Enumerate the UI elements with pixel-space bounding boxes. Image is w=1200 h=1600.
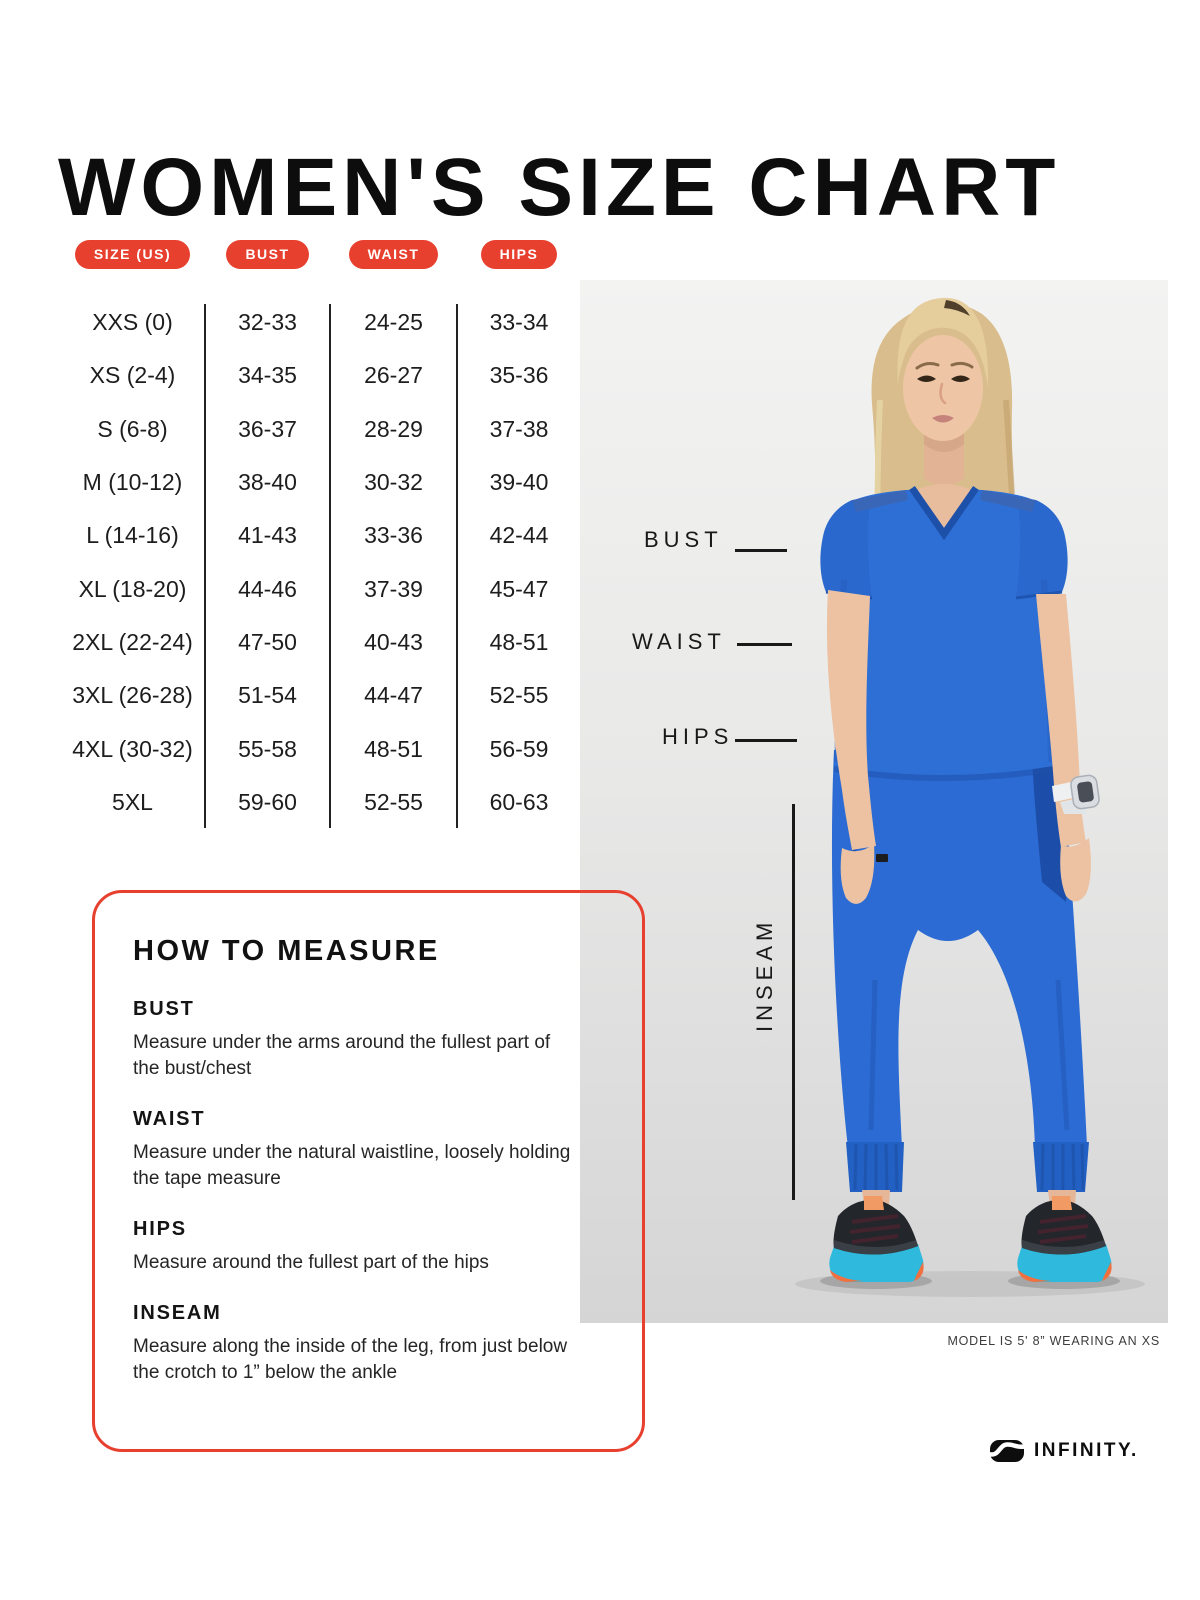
cell-size: XXS (0) <box>92 309 173 336</box>
model-caption: MODEL IS 5' 8” WEARING AN XS <box>947 1334 1160 1348</box>
measure-section-bust-text: Measure under the arms around the fullest part of the bust/chest <box>133 1032 551 1079</box>
cell-size: S (6-8) <box>97 415 168 442</box>
cell-size: L (14-16) <box>86 522 179 549</box>
cell-hips: 35-36 <box>489 362 549 389</box>
size-table <box>60 240 581 829</box>
cell-size: XS (2-4) <box>89 362 176 389</box>
table-row <box>60 456 581 509</box>
column-divider <box>456 304 458 828</box>
cell-waist: 37-39 <box>364 575 423 602</box>
table-row <box>60 722 581 775</box>
cell-size: 2XL (22-24) <box>72 628 193 655</box>
column-divider <box>329 304 331 828</box>
brand-footer <box>990 1440 1139 1462</box>
cell-hips: 37-38 <box>489 415 549 442</box>
how-to-measure-box <box>92 890 645 1452</box>
cell-waist: 26-27 <box>364 362 423 389</box>
measure-section-inseam-label: INSEAM <box>133 1302 222 1324</box>
size-table-header <box>60 240 581 269</box>
figure-bust-line <box>735 549 787 552</box>
cell-size: M (10-12) <box>82 469 183 496</box>
cell-hips: 39-40 <box>489 469 549 496</box>
column-pill-bust: BUST <box>226 240 308 269</box>
cell-waist: 44-47 <box>364 682 423 709</box>
measure-section-hips-label: HIPS <box>133 1218 187 1240</box>
cell-waist: 30-32 <box>364 469 423 496</box>
size-table-body <box>60 296 581 829</box>
cell-waist: 28-29 <box>364 415 423 442</box>
cell-hips: 48-51 <box>489 628 549 655</box>
cell-bust: 38-40 <box>238 469 297 496</box>
cell-waist: 40-43 <box>364 628 423 655</box>
cell-hips: 45-47 <box>489 575 549 602</box>
table-row <box>60 616 581 669</box>
table-row <box>60 776 581 829</box>
table-row <box>60 562 581 615</box>
cell-hips: 52-55 <box>489 682 549 709</box>
cell-bust: 32-33 <box>238 309 297 336</box>
cell-size: 4XL (30-32) <box>72 735 193 762</box>
cell-size: 3XL (26-28) <box>72 682 193 709</box>
cell-waist: 24-25 <box>364 309 423 336</box>
column-divider <box>204 304 206 828</box>
cell-waist: 52-55 <box>364 788 423 815</box>
cell-bust: 59-60 <box>238 788 297 815</box>
column-pill-hips: HIPS <box>481 240 558 269</box>
measure-section-hips-text: Measure around the fullest part of the hips <box>133 1252 489 1273</box>
cell-hips: 42-44 <box>489 522 549 549</box>
cell-bust: 44-46 <box>238 575 297 602</box>
brand-logo-text: INFINITY. <box>1034 1440 1139 1461</box>
table-row <box>60 296 581 349</box>
cell-bust: 36-37 <box>238 415 297 442</box>
figure-bust-label: BUST <box>644 527 723 552</box>
cell-bust: 47-50 <box>238 628 297 655</box>
measure-section-bust-label: BUST <box>133 998 195 1020</box>
table-row <box>60 509 581 562</box>
model-photo <box>580 280 1168 1323</box>
cell-bust: 41-43 <box>238 522 297 549</box>
column-pill-size: SIZE (US) <box>75 240 190 269</box>
figure-inseam-label: INSEAM <box>752 917 777 1032</box>
cell-hips: 56-59 <box>489 735 549 762</box>
cell-bust: 34-35 <box>238 362 297 389</box>
measure-guide-title: HOW TO MEASURE <box>133 935 440 967</box>
cell-waist: 48-51 <box>364 735 423 762</box>
measure-section-waist-text: Measure under the natural waistline, loosely holding the tape measure <box>133 1142 571 1189</box>
cell-bust: 51-54 <box>238 682 297 709</box>
figure-hips-label: HIPS <box>662 724 734 749</box>
page-title: WOMEN'S SIZE CHART <box>58 141 1061 233</box>
figure-waist-line <box>737 643 792 646</box>
cell-hips: 33-34 <box>489 309 549 336</box>
cell-size: XL (18-20) <box>78 575 187 602</box>
model-photo-panel <box>580 280 1168 1323</box>
figure-waist-label: WAIST <box>632 629 726 654</box>
cell-bust: 55-58 <box>238 735 297 762</box>
table-row <box>60 349 581 402</box>
infinity-logo-icon <box>990 1440 1024 1462</box>
table-row <box>60 403 581 456</box>
cell-hips: 60-63 <box>489 788 549 815</box>
cell-size: 5XL <box>112 788 153 815</box>
table-row <box>60 669 581 722</box>
measure-section-inseam-text: Measure along the inside of the leg, from just below the crotch to 1” below the ankle <box>133 1336 568 1383</box>
model-face <box>903 335 983 441</box>
measure-section-waist-label: WAIST <box>133 1108 206 1130</box>
cell-waist: 33-36 <box>364 522 423 549</box>
figure-inseam-line <box>792 804 795 1200</box>
column-pill-waist: WAIST <box>349 240 439 269</box>
figure-hips-line <box>735 739 797 742</box>
